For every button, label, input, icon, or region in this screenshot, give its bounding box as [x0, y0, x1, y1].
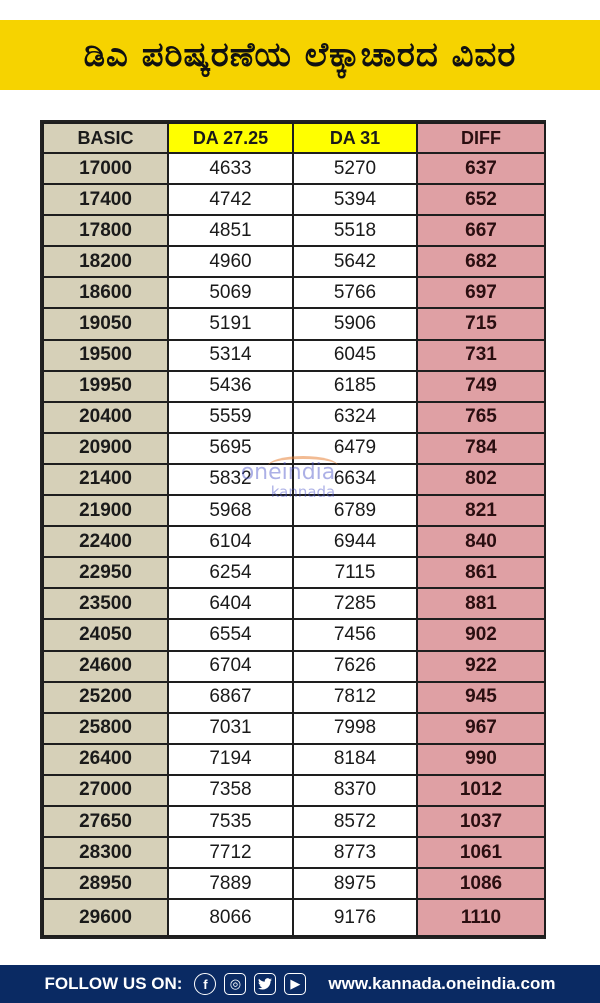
table-row	[43, 806, 545, 837]
cell-da-27-25: 6254	[168, 557, 293, 588]
cell-basic: 25200	[43, 682, 168, 713]
table-row	[43, 713, 545, 744]
cell-da-27-25: 7031	[168, 713, 293, 744]
table-row	[43, 184, 545, 215]
cell-da-31: 7626	[293, 651, 417, 682]
cell-diff: 749	[417, 371, 545, 402]
da-table-container	[40, 120, 546, 939]
da-calculation-table	[42, 122, 546, 937]
table-header-row	[43, 123, 545, 153]
table-row	[43, 495, 545, 526]
table-row	[43, 557, 545, 588]
table-row	[43, 868, 545, 899]
cell-diff: 922	[417, 651, 545, 682]
cell-da-31: 7812	[293, 682, 417, 713]
cell-diff: 967	[417, 713, 545, 744]
cell-diff: 1110	[417, 899, 545, 936]
cell-da-31: 6324	[293, 402, 417, 433]
cell-da-27-25: 6104	[168, 526, 293, 557]
cell-da-31: 8572	[293, 806, 417, 837]
cell-da-31: 5270	[293, 153, 417, 184]
table-row	[43, 526, 545, 557]
cell-da-27-25: 6704	[168, 651, 293, 682]
table-body	[43, 153, 545, 936]
cell-da-27-25: 7889	[168, 868, 293, 899]
cell-da-31: 5766	[293, 277, 417, 308]
cell-da-27-25: 7535	[168, 806, 293, 837]
cell-da-27-25: 5695	[168, 433, 293, 464]
cell-basic: 23500	[43, 588, 168, 619]
follow-label: FOLLOW US ON:	[44, 974, 183, 993]
cell-basic: 19950	[43, 371, 168, 402]
cell-basic: 24600	[43, 651, 168, 682]
cell-da-31: 6789	[293, 495, 417, 526]
cell-da-27-25: 6554	[168, 619, 293, 650]
cell-diff: 667	[417, 215, 545, 246]
cell-basic: 28950	[43, 868, 168, 899]
cell-diff: 802	[417, 464, 545, 495]
cell-diff: 715	[417, 308, 545, 339]
table-row	[43, 744, 545, 775]
footer-bar	[0, 965, 600, 1003]
cell-da-31: 6634	[293, 464, 417, 495]
cell-basic: 28300	[43, 837, 168, 868]
cell-diff: 784	[417, 433, 545, 464]
cell-da-27-25: 8066	[168, 899, 293, 936]
cell-diff: 731	[417, 340, 545, 371]
cell-diff: 652	[417, 184, 545, 215]
youtube-icon[interactable]: ▶	[284, 973, 306, 995]
cell-da-27-25: 5314	[168, 340, 293, 371]
table-row	[43, 651, 545, 682]
cell-da-31: 5642	[293, 246, 417, 277]
table-row	[43, 464, 545, 495]
cell-da-27-25: 4633	[168, 153, 293, 184]
cell-da-31: 6944	[293, 526, 417, 557]
twitter-icon[interactable]	[254, 973, 276, 995]
cell-diff: 881	[417, 588, 545, 619]
cell-da-27-25: 6404	[168, 588, 293, 619]
cell-basic: 22400	[43, 526, 168, 557]
cell-diff: 945	[417, 682, 545, 713]
cell-basic: 21900	[43, 495, 168, 526]
website-link[interactable]: www.kannada.oneindia.com	[328, 974, 556, 993]
cell-diff: 765	[417, 402, 545, 433]
cell-da-27-25: 4742	[168, 184, 293, 215]
cell-basic: 24050	[43, 619, 168, 650]
table-row	[43, 682, 545, 713]
cell-diff: 990	[417, 744, 545, 775]
watermark-sub: kannada	[270, 483, 336, 501]
cell-da-27-25: 7712	[168, 837, 293, 868]
cell-da-27-25: 5968	[168, 495, 293, 526]
cell-da-27-25: 5191	[168, 308, 293, 339]
cell-da-27-25: 5436	[168, 371, 293, 402]
cell-da-31: 6045	[293, 340, 417, 371]
cell-basic: 18600	[43, 277, 168, 308]
cell-da-31: 5906	[293, 308, 417, 339]
watermark-main: oneindia	[240, 460, 336, 485]
cell-da-31: 8975	[293, 868, 417, 899]
table-row	[43, 588, 545, 619]
cell-da-27-25: 7358	[168, 775, 293, 806]
cell-da-27-25: 5069	[168, 277, 293, 308]
cell-basic: 25800	[43, 713, 168, 744]
header-diff: DIFF	[417, 123, 545, 153]
table-row	[43, 153, 545, 184]
cell-da-31: 7456	[293, 619, 417, 650]
cell-basic: 20900	[43, 433, 168, 464]
cell-da-31: 6185	[293, 371, 417, 402]
cell-da-31: 7115	[293, 557, 417, 588]
cell-basic: 27650	[43, 806, 168, 837]
cell-diff: 637	[417, 153, 545, 184]
cell-diff: 1086	[417, 868, 545, 899]
table-row	[43, 899, 545, 936]
cell-basic: 29600	[43, 899, 168, 936]
cell-da-31: 7285	[293, 588, 417, 619]
cell-basic: 19050	[43, 308, 168, 339]
cell-diff: 1061	[417, 837, 545, 868]
cell-da-31: 5518	[293, 215, 417, 246]
cell-da-31: 8370	[293, 775, 417, 806]
page-title: ಡಿಎ ಪರಿಷ್ಕರಣೆಯ ಲೆಕ್ಕಾಚಾರದ ವಿವರ	[83, 35, 517, 75]
table-row	[43, 246, 545, 277]
table-row	[43, 340, 545, 371]
cell-da-31: 8184	[293, 744, 417, 775]
cell-da-31: 9176	[293, 899, 417, 936]
table-row	[43, 619, 545, 650]
cell-diff: 821	[417, 495, 545, 526]
cell-da-27-25: 5832	[168, 464, 293, 495]
cell-da-27-25: 5559	[168, 402, 293, 433]
cell-da-27-25: 4960	[168, 246, 293, 277]
cell-da-31: 5394	[293, 184, 417, 215]
header-da-27-25: DA 27.25	[168, 123, 293, 153]
cell-da-31: 8773	[293, 837, 417, 868]
table-row	[43, 433, 545, 464]
header-basic: BASIC	[43, 123, 168, 153]
cell-basic: 27000	[43, 775, 168, 806]
cell-diff: 1012	[417, 775, 545, 806]
cell-basic: 19500	[43, 340, 168, 371]
title-banner	[0, 20, 600, 90]
table-row	[43, 277, 545, 308]
cell-basic: 22950	[43, 557, 168, 588]
header-da-31: DA 31	[293, 123, 417, 153]
table-row	[43, 371, 545, 402]
cell-da-27-25: 6867	[168, 682, 293, 713]
table-row	[43, 837, 545, 868]
facebook-icon[interactable]: f	[194, 973, 216, 995]
cell-diff: 697	[417, 277, 545, 308]
cell-diff: 682	[417, 246, 545, 277]
cell-diff: 861	[417, 557, 545, 588]
cell-basic: 26400	[43, 744, 168, 775]
table-row	[43, 308, 545, 339]
cell-basic: 21400	[43, 464, 168, 495]
table-row	[43, 775, 545, 806]
cell-diff: 840	[417, 526, 545, 557]
cell-da-27-25: 4851	[168, 215, 293, 246]
table-row	[43, 215, 545, 246]
cell-basic: 18200	[43, 246, 168, 277]
cell-basic: 17800	[43, 215, 168, 246]
cell-da-27-25: 7194	[168, 744, 293, 775]
cell-diff: 1037	[417, 806, 545, 837]
table-row	[43, 402, 545, 433]
cell-da-31: 7998	[293, 713, 417, 744]
cell-da-31: 6479	[293, 433, 417, 464]
cell-basic: 17400	[43, 184, 168, 215]
instagram-icon[interactable]: ◎	[224, 973, 246, 995]
cell-basic: 17000	[43, 153, 168, 184]
cell-basic: 20400	[43, 402, 168, 433]
cell-diff: 902	[417, 619, 545, 650]
